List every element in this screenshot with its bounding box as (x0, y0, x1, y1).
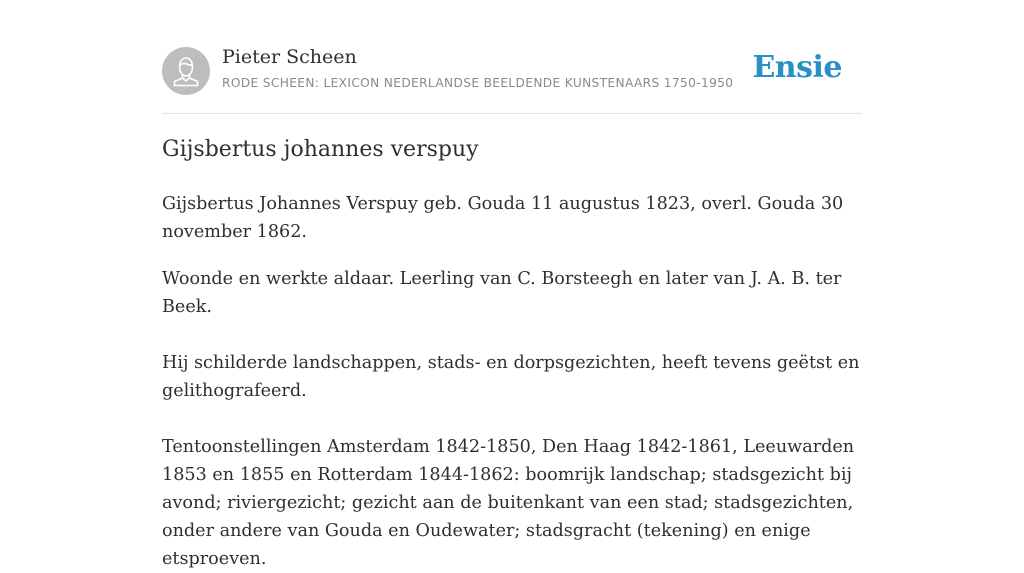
source-publication[interactable]: RODE SCHEEN: LEXICON NEDERLANDSE BEELDENDE KUNSTENAARS 1750-1950 (222, 76, 734, 90)
ensie-logo[interactable]: Ensie (752, 50, 842, 85)
header-divider (162, 113, 862, 114)
article-paragraph: Tentoonstellingen Amsterdam 1842-1850, Den Haag 1842-1861, Leeuwarden 1853 en 1855 en Rotterdam 1844-1862: boomrijk landschap; stadsgezicht bij avond; riviergezicht; gezicht aan de buitenkant van een stad; stadsgezichten, onder andere van Gouda en Oudewater; stadsgracht (tekening) en enige etsproeven. (162, 437, 855, 569)
article-paragraph: Hij schilderde landschappen, stads- en dorpsgezichten, heeft tevens geëtst en gelithografeerd. (162, 353, 860, 401)
article-body (162, 190, 868, 573)
author-avatar[interactable] (162, 47, 210, 95)
article-paragraph: Gijsbertus Johannes Verspuy geb. Gouda 11 augustus 1823, overl. Gouda 30 november 1862. (162, 194, 844, 242)
article-header (162, 46, 862, 96)
author-name[interactable]: Pieter Scheen (222, 46, 357, 68)
article-paragraph: Woonde en werkte aldaar. Leerling van C. Borsteegh en later van J. A. B. ter Beek. (162, 269, 842, 317)
article-title: Gijsbertus johannes verspuy (162, 137, 479, 162)
user-silhouette-icon (162, 47, 210, 95)
